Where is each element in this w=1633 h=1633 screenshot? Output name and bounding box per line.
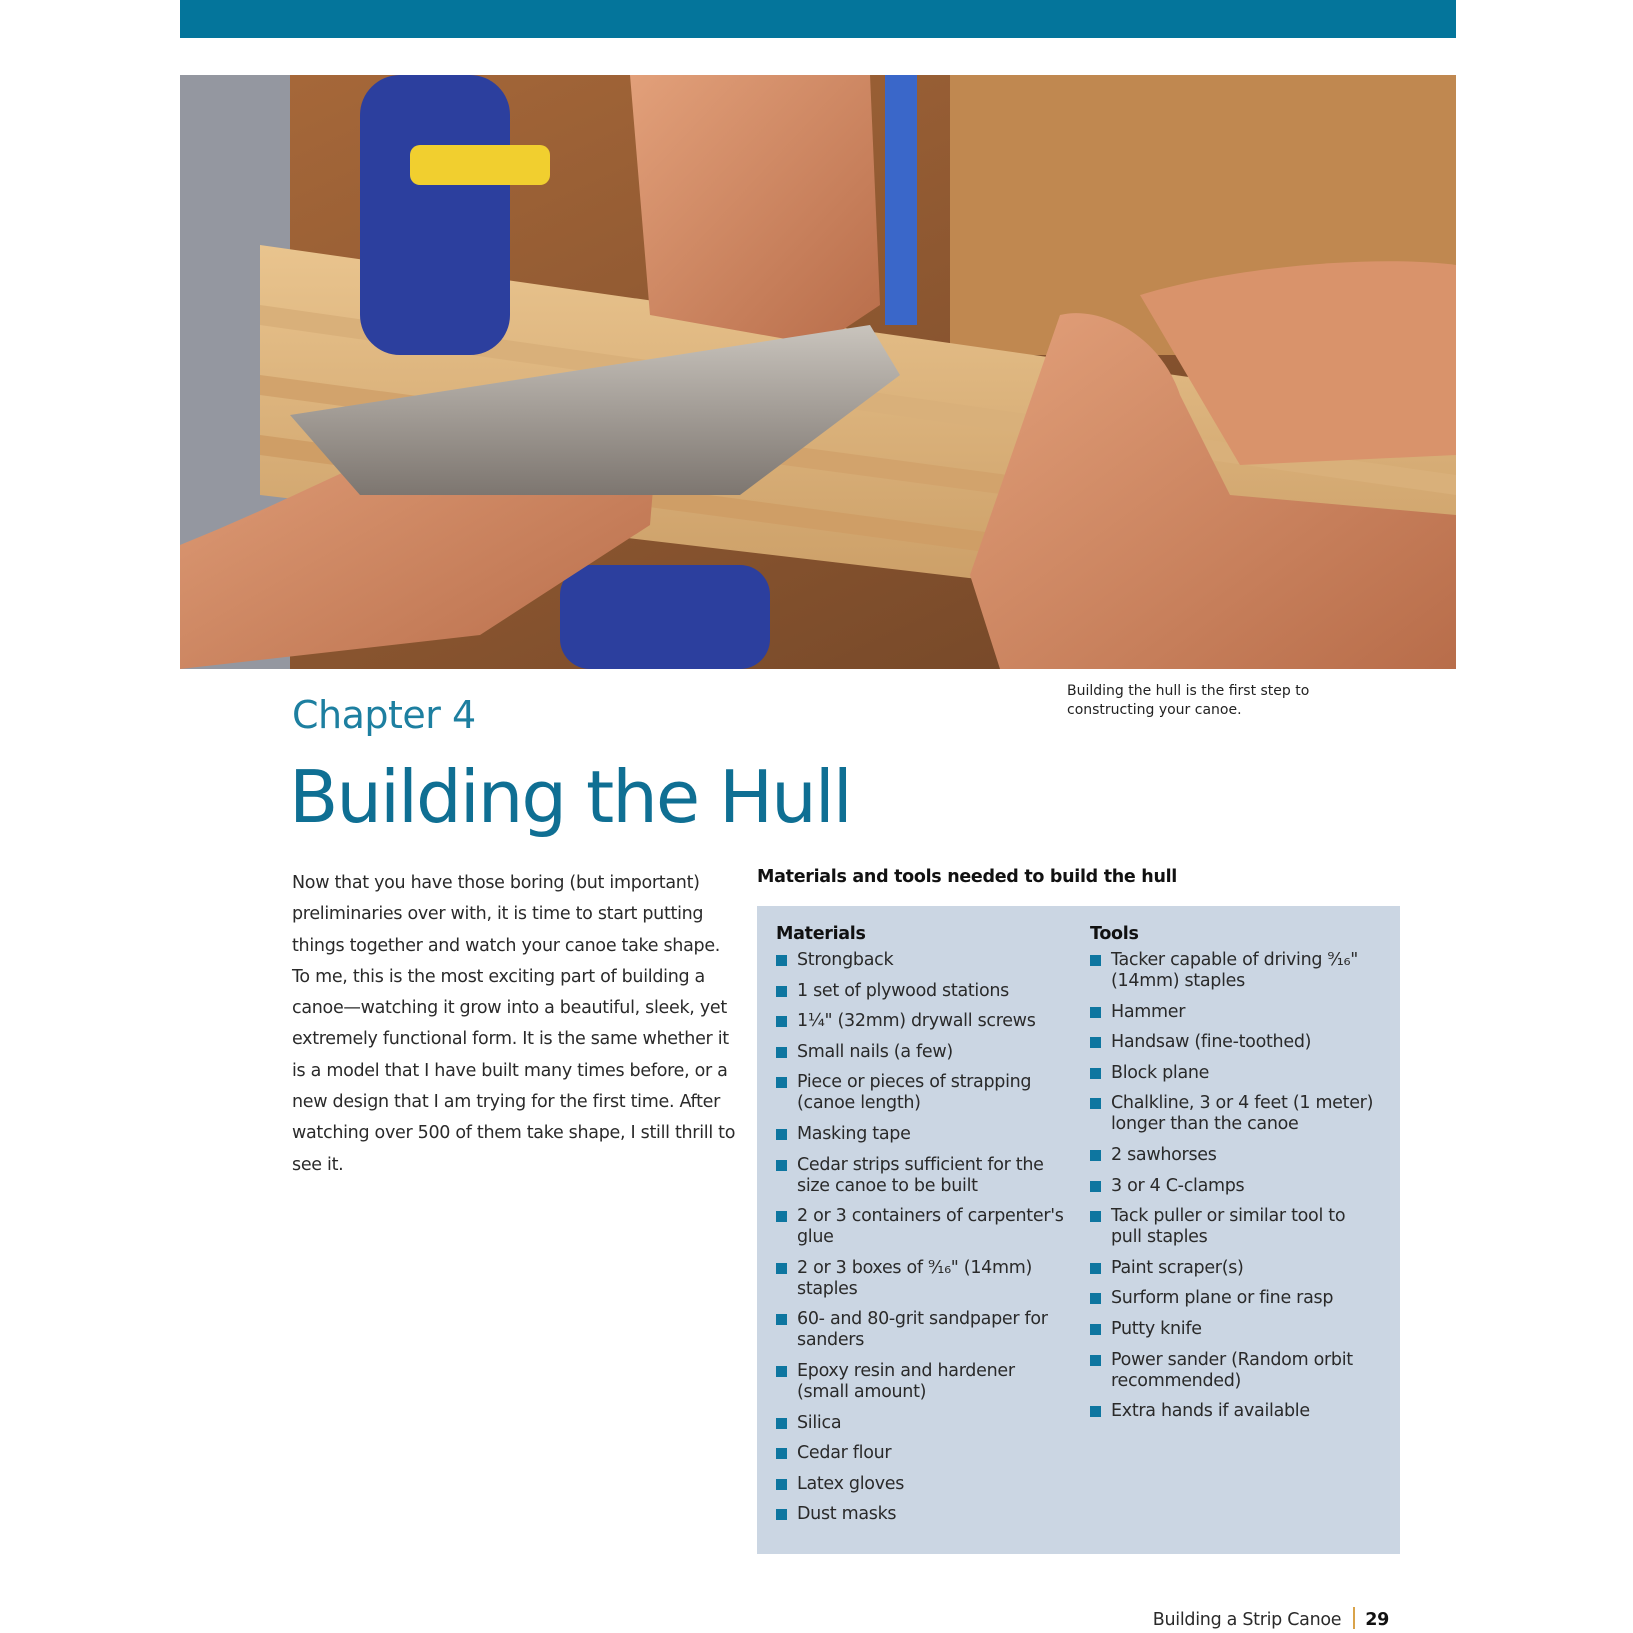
list-item: Dust masks — [776, 1504, 1066, 1525]
tools-list — [1090, 950, 1380, 1422]
chapter-photo — [180, 75, 1456, 669]
square-bullet-icon — [1090, 1150, 1101, 1161]
square-bullet-icon — [1090, 1293, 1101, 1304]
square-bullet-icon — [776, 1263, 787, 1274]
list-item: Strongback — [776, 950, 1066, 971]
materials-title: Materials — [776, 924, 866, 944]
square-bullet-icon — [1090, 1181, 1101, 1192]
photo-illustration — [180, 75, 1456, 669]
list-item: 2 or 3 boxes of ⁹⁄₁₆" (14mm) staples — [776, 1258, 1066, 1300]
list-item: Surform plane or fine rasp — [1090, 1288, 1380, 1309]
square-bullet-icon — [776, 1314, 787, 1325]
square-bullet-icon — [1090, 1324, 1101, 1335]
list-item: Latex gloves — [776, 1474, 1066, 1495]
list-item: Paint scraper(s) — [1090, 1258, 1380, 1279]
list-item: Cedar strips sufficient for the size canoe to be built — [776, 1155, 1066, 1197]
square-bullet-icon — [776, 1211, 787, 1222]
square-bullet-icon — [776, 1448, 787, 1459]
square-bullet-icon — [776, 1418, 787, 1429]
square-bullet-icon — [1090, 1068, 1101, 1079]
list-item: Tack puller or similar tool to pull staples — [1090, 1206, 1380, 1248]
intro-paragraph: Now that you have those boring (but important) preliminaries over with, it is time to start putting things together and watch your canoe take shape. To me, this is the most exciting part of building a canoe—watching it grow into a beautiful, sleek, yet extremely functional form. It is the same whether it is a model that I have built many times before, or a new design that I am trying for the first time. After watching over 500 of them take shape, I still thrill to see it. — [292, 873, 736, 1175]
list-item: 2 or 3 containers of carpenter's glue — [776, 1206, 1066, 1248]
materials-tools-box — [757, 906, 1400, 1554]
list-item: Extra hands if available — [1090, 1401, 1380, 1422]
square-bullet-icon — [776, 1509, 787, 1520]
list-item: Small nails (a few) — [776, 1042, 1066, 1063]
square-bullet-icon — [776, 1077, 787, 1088]
list-item: Masking tape — [776, 1124, 1066, 1145]
square-bullet-icon — [776, 1129, 787, 1140]
square-bullet-icon — [776, 955, 787, 966]
chapter-label: Chapter 4 — [292, 693, 476, 737]
list-item: Epoxy resin and hardener (small amount) — [776, 1361, 1066, 1403]
list-item: Block plane — [1090, 1063, 1380, 1084]
list-item: Piece or pieces of strapping (canoe length) — [776, 1072, 1066, 1114]
square-bullet-icon — [1090, 1007, 1101, 1018]
materials-list — [776, 950, 1066, 1525]
photo-caption: Building the hull is the first step to constructing your canoe. — [1067, 683, 1310, 718]
list-item: Tacker capable of driving ⁹⁄₁₆" (14mm) staples — [1090, 950, 1380, 992]
list-item: Chalkline, 3 or 4 feet (1 meter) longer than the canoe — [1090, 1093, 1380, 1135]
page-number: 29 — [1365, 1610, 1389, 1630]
tools-column — [1090, 924, 1380, 1432]
square-bullet-icon — [1090, 1037, 1101, 1048]
square-bullet-icon — [776, 1160, 787, 1171]
square-bullet-icon — [776, 1479, 787, 1490]
list-item: 1 set of plywood stations — [776, 981, 1066, 1002]
square-bullet-icon — [776, 1016, 787, 1027]
page-footer — [1153, 1607, 1389, 1630]
footer-divider — [1353, 1607, 1355, 1629]
list-item: Putty knife — [1090, 1319, 1380, 1340]
square-bullet-icon — [1090, 1355, 1101, 1366]
list-item: 2 sawhorses — [1090, 1145, 1380, 1166]
top-color-bar — [180, 0, 1456, 38]
square-bullet-icon — [776, 986, 787, 997]
list-item: 3 or 4 C-clamps — [1090, 1176, 1380, 1197]
list-item: Power sander (Random orbit recommended) — [1090, 1350, 1380, 1392]
materials-column — [776, 924, 1066, 1535]
square-bullet-icon — [1090, 1406, 1101, 1417]
list-item: 60- and 80-grit sandpaper for sanders — [776, 1309, 1066, 1351]
square-bullet-icon — [1090, 1098, 1101, 1109]
list-item: Cedar flour — [776, 1443, 1066, 1464]
square-bullet-icon — [1090, 1211, 1101, 1222]
square-bullet-icon — [1090, 955, 1101, 966]
book-title: Building a Strip Canoe — [1152, 1610, 1342, 1630]
list-item: 1¼" (32mm) drywall screws — [776, 1011, 1066, 1032]
list-item: Hammer — [1090, 1002, 1380, 1023]
list-item: Handsaw (fine-toothed) — [1090, 1032, 1380, 1053]
chapter-title: Building the Hull — [289, 755, 851, 839]
intro-text — [292, 868, 737, 1181]
square-bullet-icon — [1090, 1263, 1101, 1274]
sidebar-heading: Materials and tools needed to build the hull — [757, 867, 1178, 887]
list-item: Silica — [776, 1413, 1066, 1434]
square-bullet-icon — [776, 1047, 787, 1058]
square-bullet-icon — [776, 1366, 787, 1377]
tools-title: Tools — [1090, 924, 1139, 944]
